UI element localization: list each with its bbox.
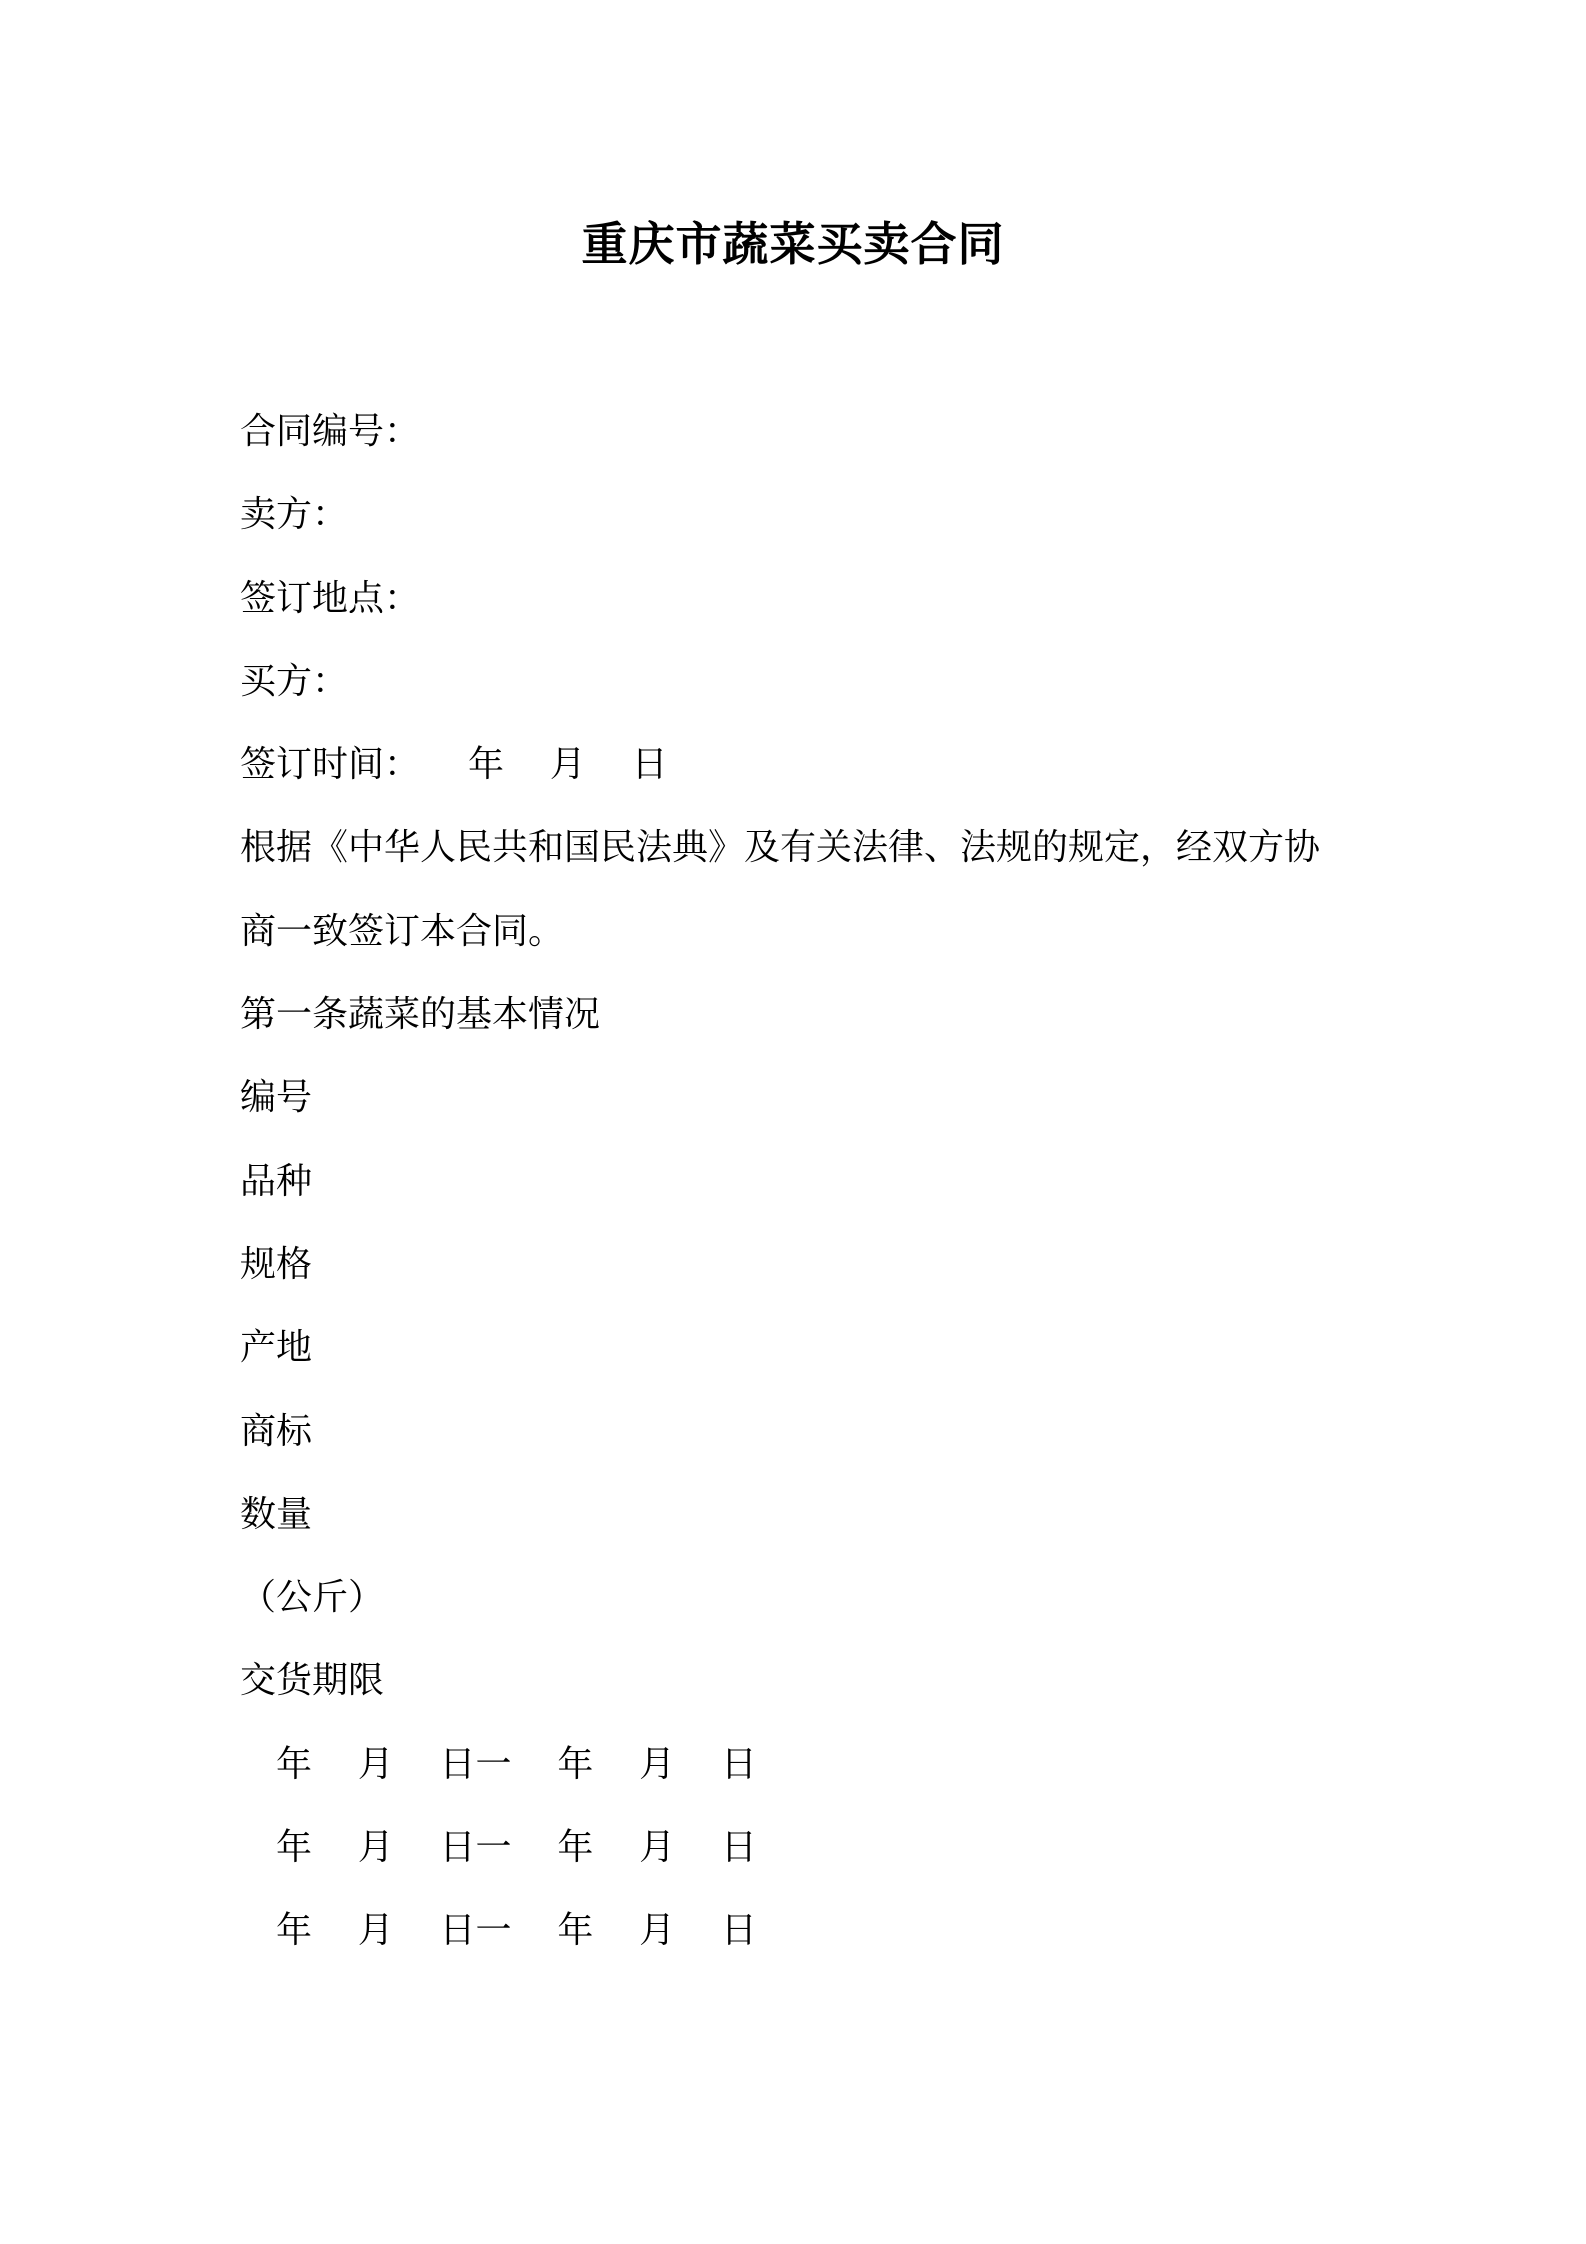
item-trademark: 商标	[240, 1410, 313, 1452]
field-sign-place: 签订地点：	[240, 577, 421, 619]
item-number: 编号	[240, 1077, 313, 1119]
field-contract-no: 合同编号：	[240, 411, 421, 452]
delivery-date-row-3: 年 月 日一 年 月 日	[276, 1910, 757, 1952]
delivery-date-row-2: 年 月 日一 年 月 日	[276, 1827, 757, 1869]
field-sign-time	[240, 737, 1380, 820]
item-quantity-unit: （公斤）	[240, 1577, 385, 1619]
preamble-line-1: 根据《中华人民共和国民法典》及有关法律、法规的规定，经双方协	[240, 827, 1321, 869]
field-seller: 卖方：	[240, 494, 349, 536]
delivery-date-row-1: 年 月 日一 年 月 日	[276, 1743, 757, 1785]
sign-time-date: 年 月 日	[468, 744, 668, 786]
page-title: 重庆市蔬菜买卖合同	[581, 217, 1005, 271]
item-delivery-term: 交货期限	[240, 1660, 385, 1702]
item-origin: 产地	[240, 1327, 313, 1369]
field-buyer: 买方：	[240, 660, 349, 702]
item-spec: 规格	[240, 1243, 313, 1285]
preamble-line-2: 商一致签订本合同。	[240, 910, 565, 952]
item-quantity: 数量	[240, 1493, 313, 1535]
item-variety: 品种	[240, 1160, 313, 1202]
contract-body	[240, 404, 1380, 1987]
article-1-heading: 第一条蔬菜的基本情况	[240, 994, 601, 1036]
sign-time-label: 签订时间：	[240, 744, 421, 786]
